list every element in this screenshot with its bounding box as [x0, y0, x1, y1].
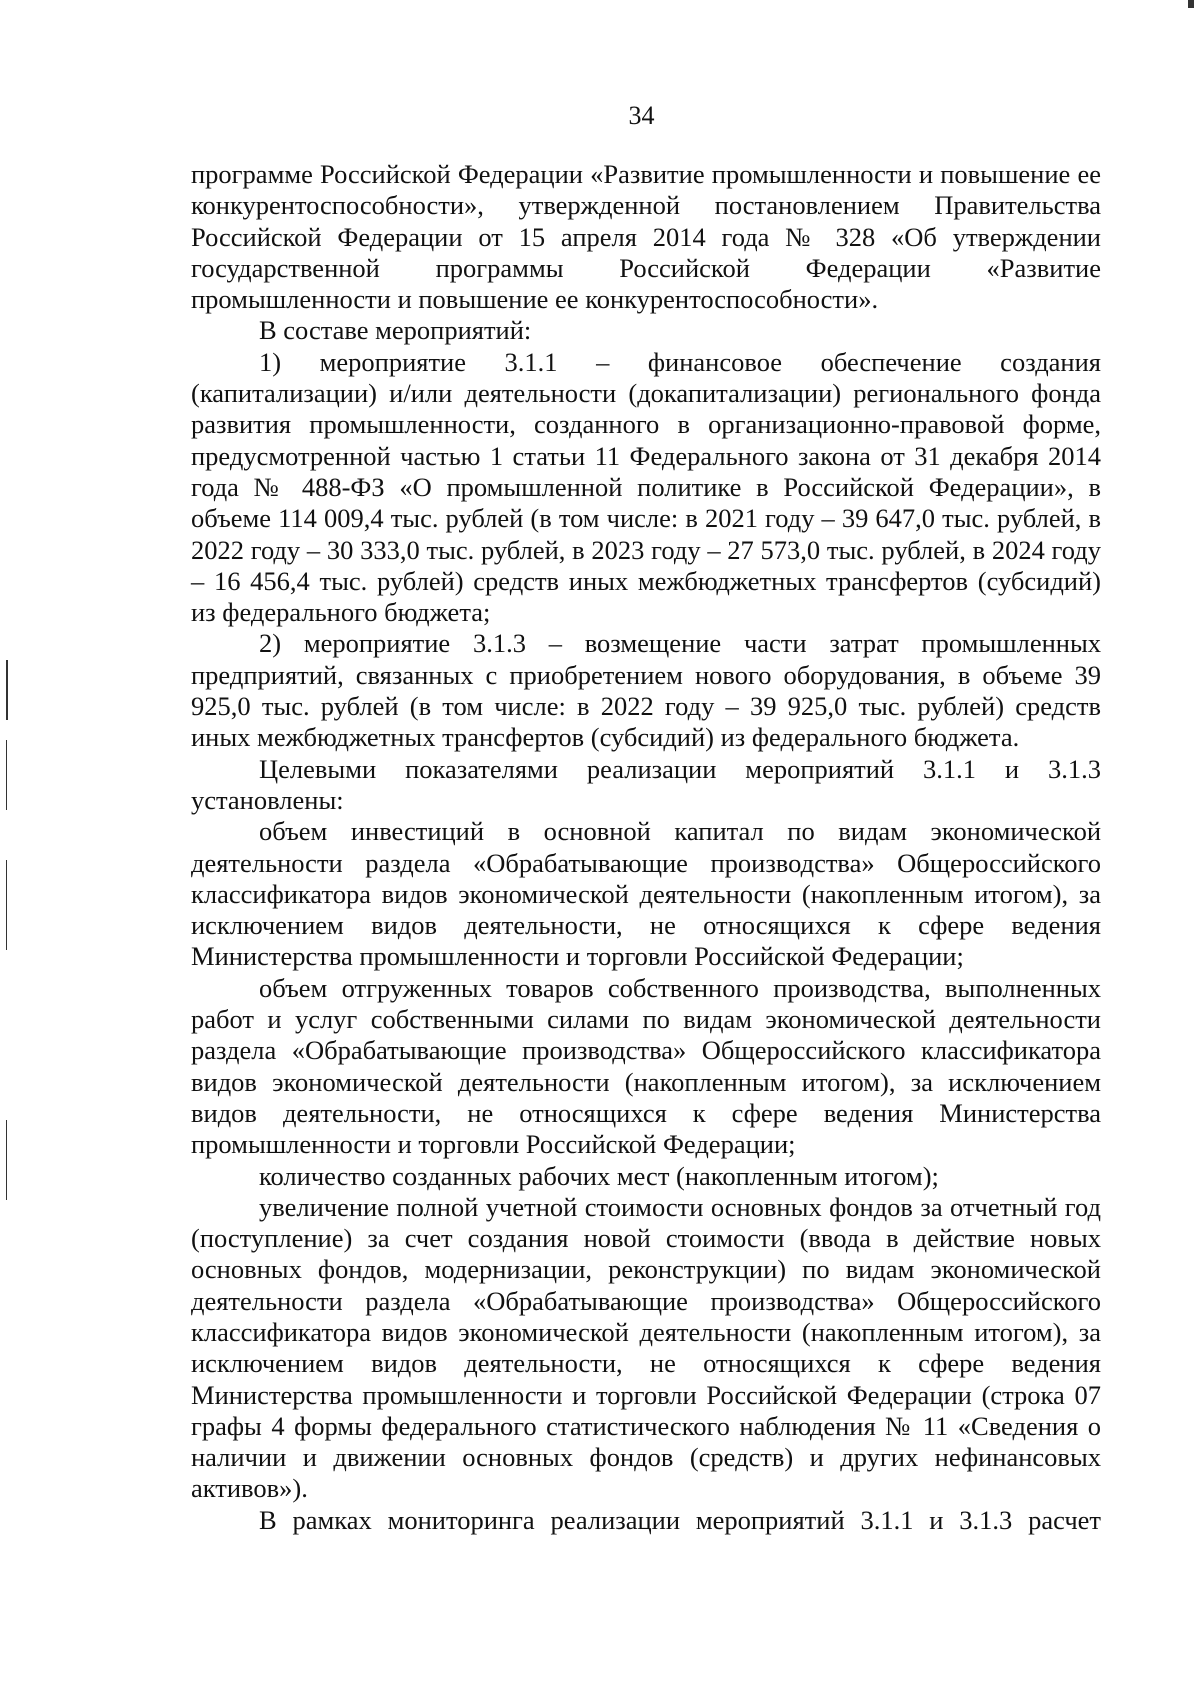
scan-margin-line [6, 740, 7, 810]
scan-margin-line [6, 1120, 7, 1200]
paragraph-indicator-jobs: количество созданных рабочих мест (накопленным итогом); [259, 1160, 939, 1191]
body-text [191, 159, 1101, 1536]
paragraph-program-reference: программе Российской Федерации «Развитие промышленности и повышение ее конкурентоспособности», утвержденной постановлением Правительства Российской Федерации от 15 апреля 2014 года № 328 «Об утверждении государственной программы Российской Федерации «Развитие промышленности и повышение ее конкурентоспособности». [191, 159, 1101, 315]
paragraph-measure-3-1-3: 2) мероприятие 3.1.3 – возмещение части затрат промышленных предприятий, связанных с приобретением нового оборудования, в объеме 39 925,0 тыс. рублей (в том числе: в 2022 году – 39 925,0 тыс. рублей) средств иных межбюджетных трансфертов (субсидий) из федерального бюджета. [191, 628, 1101, 753]
paragraph-indicator-shipped-goods: объем отгруженных товаров собственного производства, выполненных работ и услуг собственными силами по видам экономической деятельности раздела «Обрабатывающие производства» Общероссийского классификатора видов экономической деятельности (накопленным итогом), за исключением видов деятельности, не относящихся к сфере ведения Министерства промышленности и торговли Российской Федерации; [191, 972, 1101, 1160]
scan-margin-line [6, 860, 7, 950]
paragraph-target-indicators: Целевыми показателями реализации мероприятий 3.1.1 и 3.1.3 установлены: [191, 753, 1101, 815]
page-number: 34 [628, 101, 655, 130]
paragraph-measure-3-1-1: 1) мероприятие 3.1.1 – финансовое обеспечение создания (капитализации) и/или деятельности (докапитализации) регионального фонда развития промышленности, созданного в организационно-правовой форме, предусмотренной частью 1 статьи 11 Федерального закона от 31 декабря 2014 года № 488-ФЗ «О промышленной политике в Российской Федерации», в объеме 114 009,4 тыс. рублей (в том числе: в 2021 году – 39 647,0 тыс. рублей, в 2022 году – 30 333,0 тыс. рублей, в 2023 году – 27 573,0 тыс. рублей, в 2024 году – 16 456,4 тыс. рублей) средств иных межбюджетных трансфертов (субсидий) из федерального бюджета; [191, 346, 1101, 628]
paragraph-monitoring: В рамках мониторинга реализации мероприятий 3.1.1 и 3.1.3 расчет [259, 1504, 1101, 1535]
paragraph-measures-intro: В составе мероприятий: [259, 315, 532, 346]
paragraph-indicator-fixed-assets: увеличение полной учетной стоимости основных фондов за отчетный год (поступление) за счет создания новой стоимости (ввода в действие новых основных фондов, модернизации, реконструкции) по видам экономической деятельности раздела «Обрабатывающие производства» Общероссийского классификатора видов экономической деятельности (накопленным итогом), за исключением видов деятельности, не относящихся к сфере ведения Министерства промышленности и торговли Российской Федерации (строка 07 графы 4 формы федерального статистического наблюдения № 11 «Сведения о наличии и движении основных фондов (средств) и других нефинансовых активов»). [191, 1191, 1101, 1504]
scan-margin-line [6, 660, 8, 720]
scan-corner-mark [1188, 0, 1194, 8]
paragraph-indicator-investment: объем инвестиций в основной капитал по видам экономической деятельности раздела «Обрабатывающие производства» Общероссийского классификатора видов экономической деятельности (накопленным итогом), за исключением видов деятельности, не относящихся к сфере ведения Министерства промышленности и торговли Российской Федерации; [191, 816, 1101, 972]
